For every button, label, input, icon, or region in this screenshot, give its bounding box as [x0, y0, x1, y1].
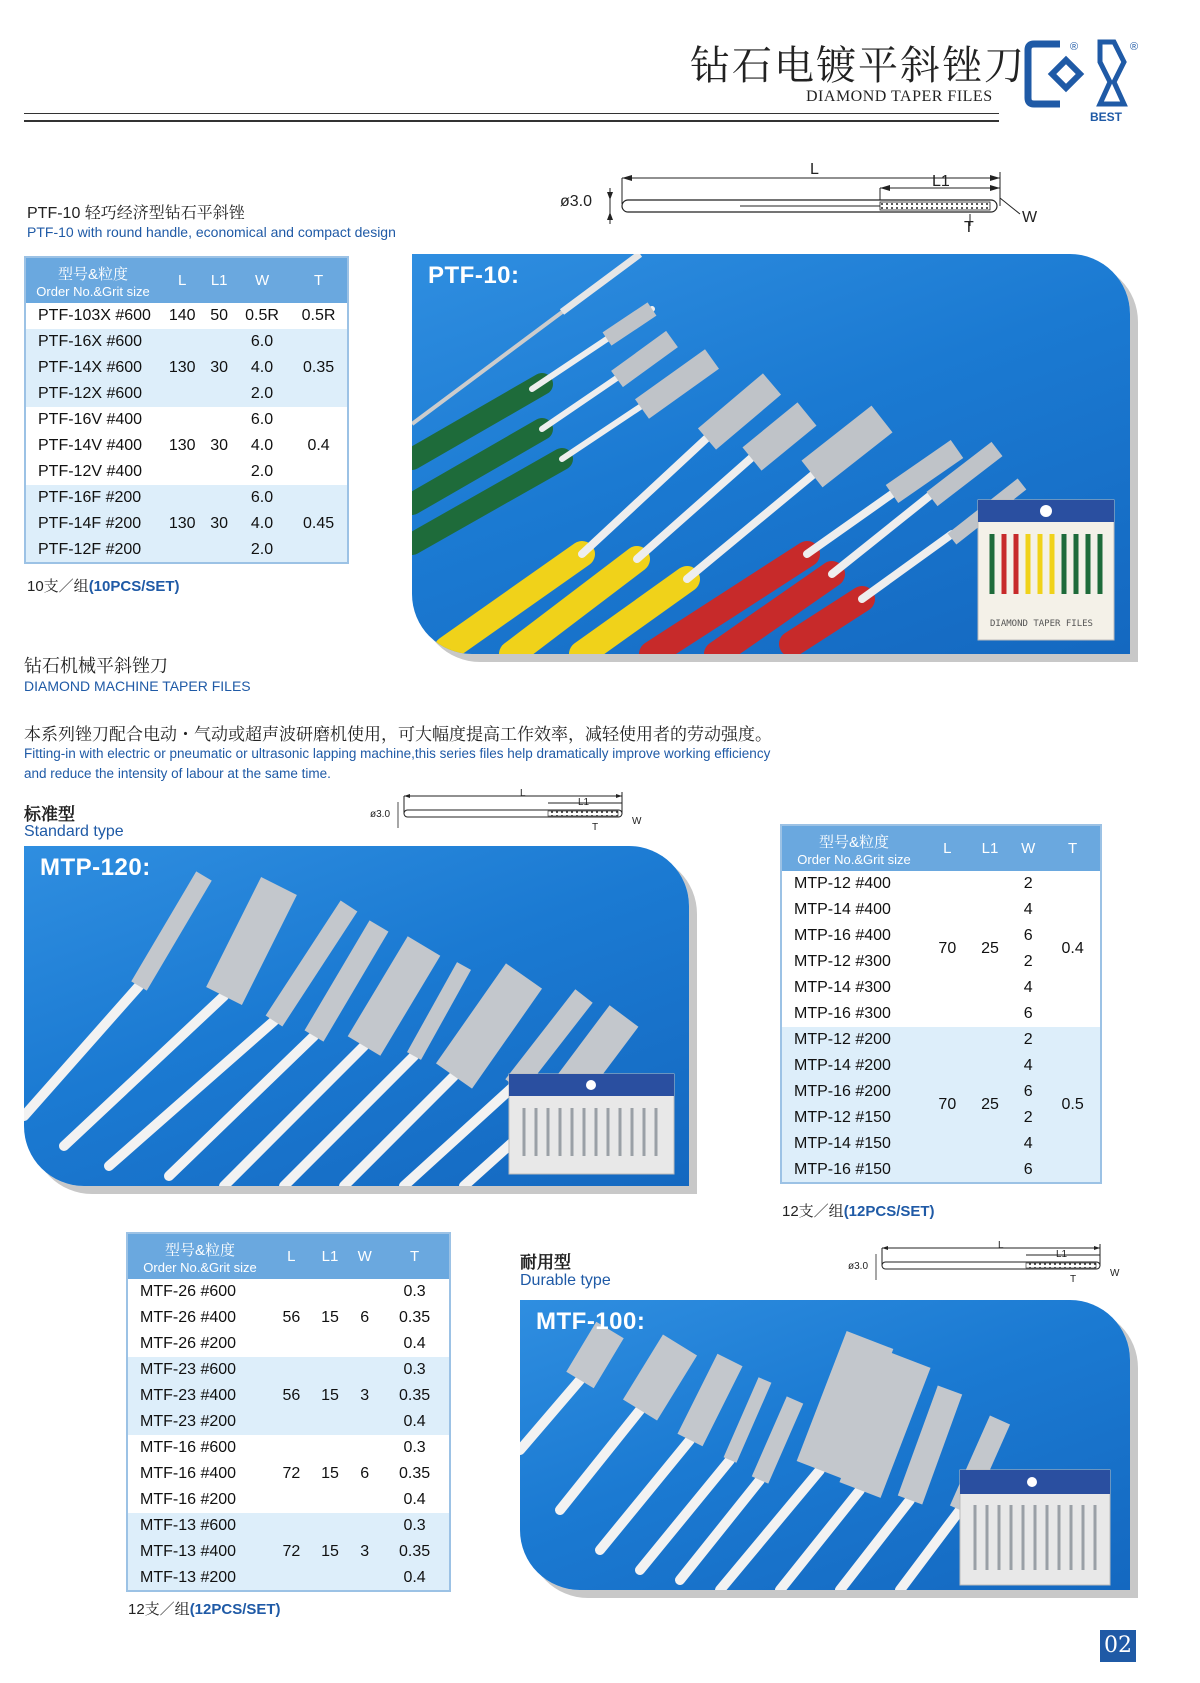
ptf-diagram-w-label: W	[1022, 209, 1038, 226]
table-row: MTF-23 #200 0.4	[127, 1409, 450, 1435]
table-row: MTF-26 #600 56 15 6 0.3	[127, 1279, 450, 1305]
brand-logo-icon	[1022, 38, 1142, 123]
col-l1: L1	[311, 1233, 350, 1279]
table-row: MTP-16 #150 6	[781, 1157, 1101, 1183]
col-l1: L1	[969, 825, 1012, 871]
table-row: PTF-16F #200 130 30 6.0 0.45	[25, 485, 348, 511]
mtp-set-count: 12支／组(12PCS/SET)	[782, 1203, 935, 1220]
ptf-diagram-l-label: L	[810, 161, 819, 178]
table-row: PTF-14V #400 4.0	[25, 433, 348, 459]
table-row: MTF-23 #400 0.35	[127, 1383, 450, 1409]
table-row: MTF-13 #200 0.4	[127, 1565, 450, 1591]
mtp-type-cn: 标准型	[24, 805, 75, 824]
ptf-diagram-t-label: T	[964, 219, 974, 236]
mtf-type-en: Durable type	[520, 1272, 611, 1289]
col-l: L	[160, 257, 204, 303]
mtp-diagram-l1-label: L1	[578, 797, 590, 808]
machine-desc-cn: 本系列锉刀配合电动・气动或超声波研磨机使用，可大幅度提高工作效率，减轻使用者的劳动强度。	[24, 725, 772, 744]
mtf-diagram-l-label: L	[998, 1240, 1004, 1251]
mtp-diagram-t-label: T	[592, 822, 599, 833]
table-row: PTF-12F #200 2.0	[25, 537, 348, 563]
table-row: MTP-14 #400 4	[781, 897, 1101, 923]
table-row: PTF-14X #600 4.0	[25, 355, 348, 381]
table-row: MTP-16 #200 6	[781, 1079, 1101, 1105]
table-row: MTF-16 #400 0.35	[127, 1461, 450, 1487]
col-order-no: 型号&粒度 Order No.&Grit size	[25, 257, 160, 303]
svg-text:®: ®	[1130, 41, 1139, 53]
mtf-diagram-dia-label: ø3.0	[848, 1261, 869, 1272]
table-row: MTP-16 #400 6	[781, 923, 1101, 949]
table-row: PTF-16V #400 130 30 6.0 0.4	[25, 407, 348, 433]
registered-mark: ®	[1070, 41, 1079, 53]
table-row: MTP-16 #300 6	[781, 1001, 1101, 1027]
machine-desc-en-2: and reduce the intensity of labour at the same time.	[24, 766, 331, 781]
col-w: W	[234, 257, 290, 303]
ptf-title-cn: PTF-10 轻巧经济型钻石平斜锉	[27, 205, 245, 222]
mtf-diagram-t-label: T	[1070, 1274, 1077, 1285]
ptf-diagram-dia-label: ø3.0	[560, 193, 593, 210]
table-row: MTP-12 #300 2	[781, 949, 1101, 975]
mtf-diagram-l1-label: L1	[1056, 1249, 1068, 1260]
table-row: MTF-16 #200 0.4	[127, 1487, 450, 1513]
table-row: MTP-12 #400 70 25 2 0.4	[781, 871, 1101, 897]
header-rule-thick	[24, 120, 999, 122]
ptf-title-en: PTF-10 with round handle, economical and compact design	[27, 224, 396, 240]
mtp-diagram-dia-label: ø3.0	[370, 809, 391, 820]
mtf-diagram-w-label: W	[1110, 1268, 1120, 1279]
table-row: PTF-14F #200 4.0	[25, 511, 348, 537]
brand-name: BEST	[1090, 110, 1123, 124]
col-w: W	[1011, 825, 1045, 871]
table-row: MTF-13 #400 0.35	[127, 1539, 450, 1565]
col-t: T	[1045, 825, 1101, 871]
mtf-type-cn: 耐用型	[520, 1253, 571, 1272]
table-row: MTP-14 #150 4	[781, 1131, 1101, 1157]
ptf-product-photo	[412, 254, 1130, 654]
mtf-panel-label: MTF-100:	[536, 1308, 646, 1335]
mtf-dimension-diagram	[848, 1238, 1128, 1286]
col-order-no: 型号&粒度 Order No.&Grit size	[127, 1233, 272, 1279]
mtp-diagram-w-label: W	[632, 816, 642, 827]
ptf-set-count: 10支／组(10PCS/SET)	[27, 578, 180, 595]
table-row: MTF-23 #600 56 15 3 0.3	[127, 1357, 450, 1383]
ptf-diagram-l1-label: L1	[932, 173, 950, 190]
mtp-product-photo	[24, 846, 689, 1186]
col-order-no: 型号&粒度 Order No.&Grit size	[781, 825, 926, 871]
table-row: PTF-103X #600 140 50 0.5R 0.5R	[25, 303, 348, 329]
col-l: L	[926, 825, 969, 871]
col-t: T	[290, 257, 348, 303]
table-row: PTF-16X #600 130 30 6.0 0.35	[25, 329, 348, 355]
ptf-pack-label: DIAMOND TAPER FILES	[990, 619, 1093, 629]
table-row: PTF-12V #400 2.0	[25, 459, 348, 485]
mtp-diagram-l-label: L	[520, 788, 526, 799]
col-t: T	[380, 1233, 450, 1279]
page-title-en: DIAMOND TAPER FILES	[806, 88, 993, 105]
table-row: MTF-16 #600 72 15 6 0.3	[127, 1435, 450, 1461]
mtp-dimension-diagram	[370, 786, 645, 834]
table-row: MTF-26 #200 0.4	[127, 1331, 450, 1357]
table-row: MTF-13 #600 72 15 3 0.3	[127, 1513, 450, 1539]
ptf-dimension-diagram	[560, 158, 1050, 238]
col-l1: L1	[204, 257, 234, 303]
mtp-spec-table	[780, 824, 1102, 1184]
table-row: MTP-14 #200 4	[781, 1053, 1101, 1079]
ptf-spec-table	[24, 256, 349, 564]
page-number: 02	[1100, 1630, 1136, 1662]
ptf-panel-label: PTF-10:	[428, 262, 520, 289]
machine-desc-en-1: Fitting-in with electric or pneumatic or ultrasonic lapping machine,this series files help dramatically improve working efficiency	[24, 746, 771, 761]
table-row: MTP-14 #300 4	[781, 975, 1101, 1001]
mtp-type-en: Standard type	[24, 823, 124, 840]
machine-title-cn: 钻石机械平斜锉刀	[24, 656, 168, 676]
col-w: W	[349, 1233, 380, 1279]
table-row: MTP-12 #150 2	[781, 1105, 1101, 1131]
mtf-product-photo	[520, 1300, 1130, 1590]
mtf-spec-table	[126, 1232, 451, 1592]
machine-title-en: DIAMOND MACHINE TAPER FILES	[24, 678, 251, 694]
header-rule	[24, 113, 999, 114]
table-row: MTF-26 #400 0.35	[127, 1305, 450, 1331]
mtp-panel-label: MTP-120:	[40, 854, 151, 881]
mtf-set-count: 12支／组(12PCS/SET)	[128, 1601, 281, 1618]
col-l: L	[272, 1233, 311, 1279]
table-row: MTP-12 #200 70 25 2 0.5	[781, 1027, 1101, 1053]
table-row: PTF-12X #600 2.0	[25, 381, 348, 407]
page-title-cn: 钻石电镀平斜锉刀	[690, 43, 1026, 89]
